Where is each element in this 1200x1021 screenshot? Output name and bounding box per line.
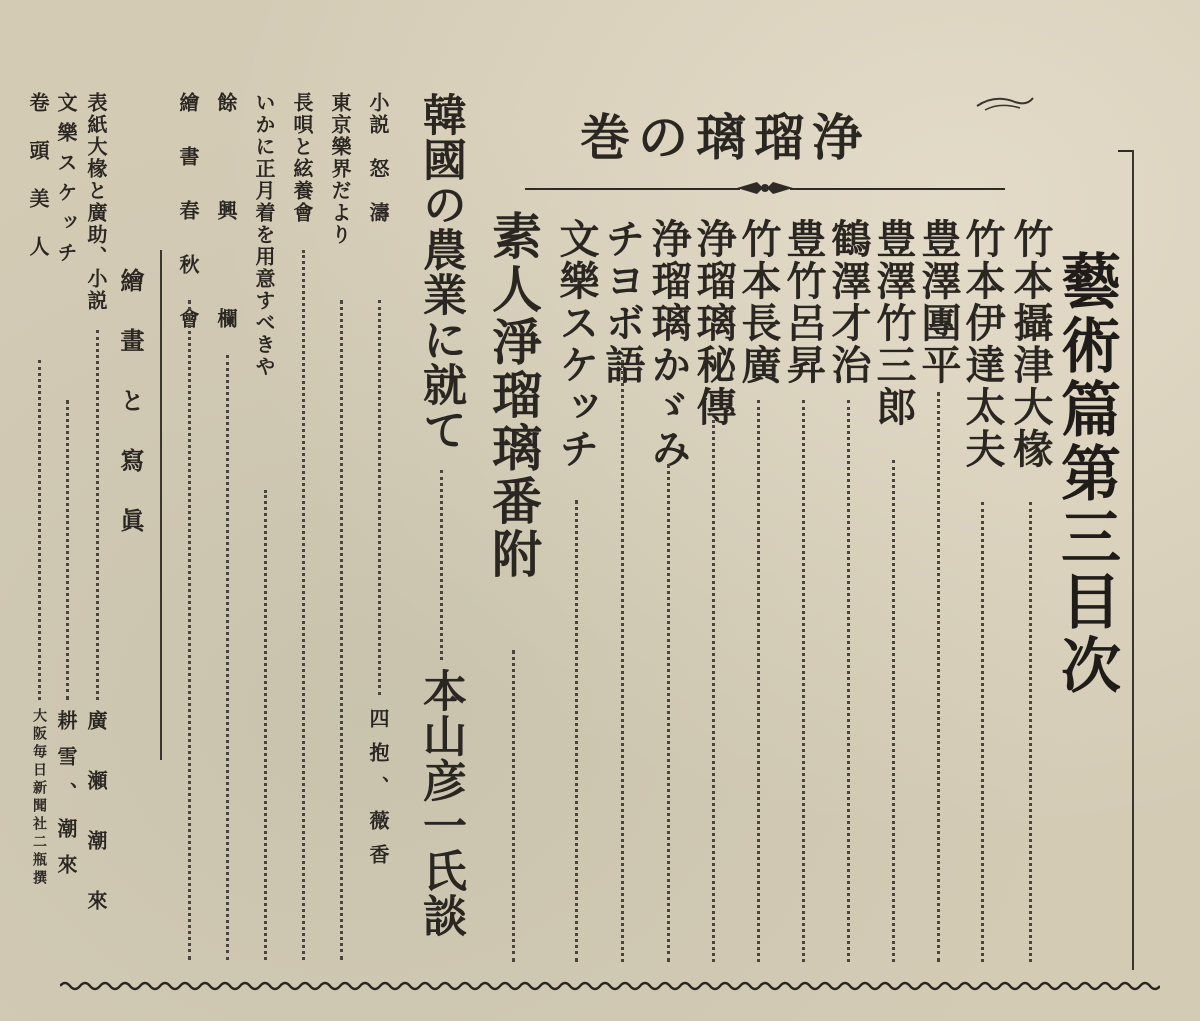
leader-dots — [802, 400, 805, 962]
leader-dots — [264, 490, 267, 960]
section-divider-left — [525, 188, 740, 190]
toc-entry: 鶴澤才治 — [825, 218, 872, 386]
leader-dots — [96, 330, 99, 700]
divider-ornament-icon — [735, 178, 795, 198]
leader-dots — [188, 300, 191, 960]
toc-entry-author: 四抱、薇香 — [366, 708, 390, 878]
leader-dots — [667, 464, 670, 962]
leader-dots — [302, 250, 305, 960]
toc-entry: 小説 怒 濤 — [366, 92, 390, 224]
picture-entry-author: 耕雪、潮來 — [54, 710, 78, 890]
leader-dots — [226, 355, 229, 960]
toc-entry: 竹本伊達太夫 — [959, 218, 1006, 470]
picture-entry: 文樂スケッチ — [54, 92, 78, 272]
picture-entry: 表紙大椽と廣助、小説 — [84, 92, 108, 312]
toc-entry: 浄瑠璃秘傳 — [690, 218, 737, 428]
main-title: 藝術篇第三目次 — [1051, 250, 1121, 698]
toc-entry: 文樂スケッチ — [553, 218, 600, 470]
picture-entry: 卷頭美人 — [26, 92, 50, 284]
toc-entry: チヨボ語 — [599, 218, 646, 386]
title-bracket-top — [1118, 150, 1132, 152]
leader-dots — [1029, 502, 1032, 962]
toc-entry: 竹本長廣 — [735, 218, 782, 386]
leader-dots — [937, 392, 940, 962]
leader-dots — [38, 360, 41, 700]
leader-dots — [512, 650, 515, 962]
leader-dots — [757, 400, 760, 962]
toc-entry: 豊澤團平 — [915, 218, 962, 386]
toc-entry: いかに正月着を用意すべきや — [252, 92, 276, 378]
picture-entry-author: 廣瀬潮來 — [84, 710, 108, 950]
pictures-heading: 繪畫と寫眞 — [116, 268, 145, 568]
toc-entry: 豊竹呂昇 — [780, 218, 827, 386]
leader-dots — [575, 500, 578, 962]
leader-dots — [621, 360, 624, 962]
toc-entry: 東京樂界だより — [328, 92, 352, 246]
leader-dots — [378, 300, 381, 695]
leader-dots — [66, 400, 69, 700]
leader-dots — [892, 460, 895, 962]
toc-entry: 餘 興 欄 — [214, 92, 238, 362]
toc-entry: 豊澤竹三郎 — [870, 218, 917, 428]
wavy-border — [60, 978, 1160, 994]
section-divider-right — [790, 188, 1005, 190]
leader-dots — [712, 420, 715, 962]
picture-entry-author: 大阪毎日新聞社二瓶撰 — [31, 708, 47, 888]
leader-dots — [340, 300, 343, 960]
leader-dots — [981, 502, 984, 962]
leader-dots — [847, 400, 850, 962]
article-author: 本山彦一氏談 — [415, 668, 466, 938]
toc-entry: 繪書春秋會 — [176, 92, 200, 362]
section-title: 浄瑠璃の巻 — [580, 108, 870, 167]
leader-dots — [440, 470, 443, 660]
toc-entry: 竹本攝津大椽 — [1007, 218, 1054, 470]
pictures-divider — [160, 250, 162, 760]
toc-entry: 浄瑠璃かゞみ — [645, 218, 692, 470]
title-bracket-line — [1132, 150, 1134, 970]
flourish-icon — [975, 92, 1035, 116]
article-title: 韓國の農業に就て — [415, 92, 466, 452]
supplement-title: 素人淨瑠璃番附 — [484, 210, 543, 581]
toc-entry: 長唄と絃養會 — [290, 92, 314, 224]
